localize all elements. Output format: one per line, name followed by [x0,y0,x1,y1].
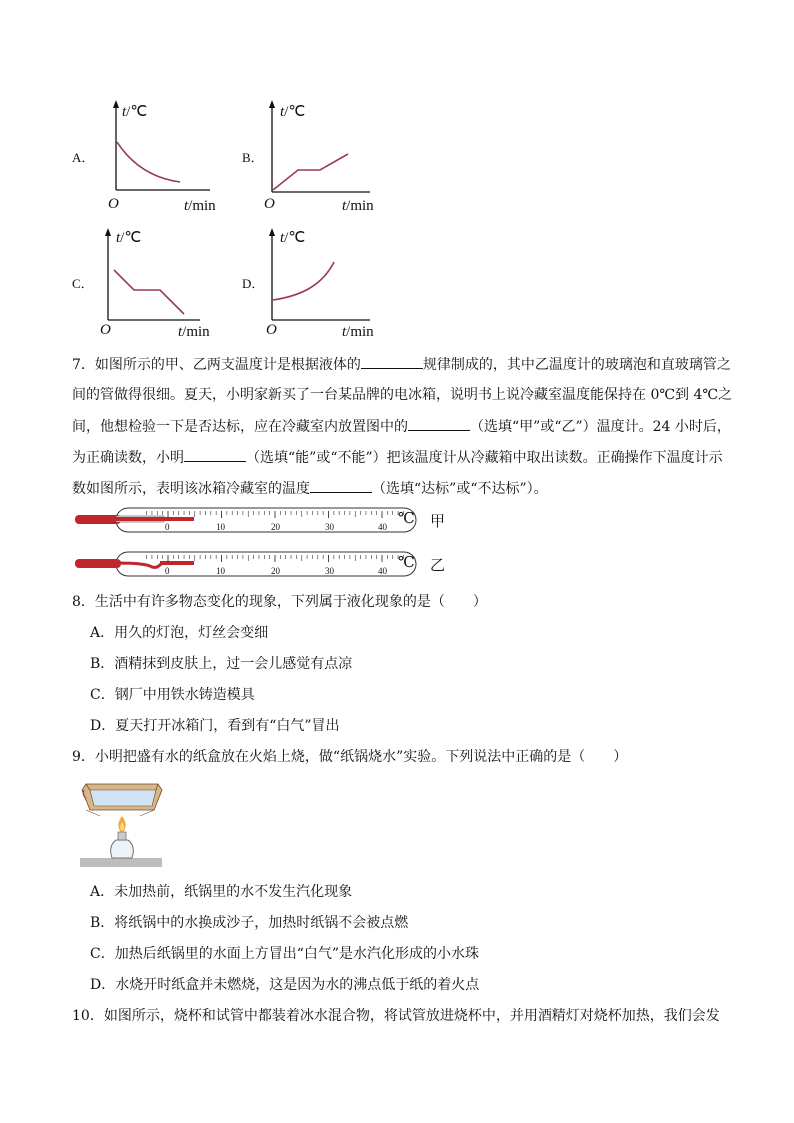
q7-line-3: 间，他想检验一下是否达标，应在冷藏室内放置图中的 （选填“甲”或“乙”）温度计。24 小时后， [72,416,731,437]
curve-d [273,262,334,300]
origin-label: O [108,196,119,212]
thermometer-jia [72,506,452,536]
tick-label: 30 [325,566,334,576]
origin-label: O [264,196,275,212]
q8-option-b: B．酒精抹到皮肤上，过一会儿感觉有点凉 [90,656,353,672]
option-letter: A． [72,150,95,165]
option-letter: B． [242,150,264,165]
y-axis-label: t/℃ [280,104,306,120]
q10-stem: 10．如图所示，烧杯和试管中都装着冰水混合物，将试管放进烧杯中，并用酒精灯对烧杯加热，我们会发 [72,1008,720,1024]
q8-option-a: A．用久的灯泡，灯丝会变细 [90,625,269,641]
q9-option-a: A．未加热前，纸锅里的水不发生汽化现象 [90,884,353,900]
q7-line-5: 数如图所示，表明该冰箱冷藏室的温度 （选填“达标”或“不达标”）。 [72,478,548,499]
q9-option-d: D．水烧开时纸盒并未燃烧，这是因为水的沸点低于纸的着火点 [90,977,480,993]
q9-option-b: B．将纸锅中的水换成沙子，加热时纸锅不会被点燃 [90,915,409,931]
tick-label: 0 [165,566,170,576]
y-axis-label: t/℃ [116,230,142,246]
answer-blank [408,416,470,431]
graph-option-c [70,226,230,346]
paper-pot-illustration [80,776,164,870]
graph-option-d [240,226,400,346]
tick-label: 0 [165,522,170,532]
curve-b [273,154,348,190]
option-letter: C． [72,276,94,291]
q9-stem: 9．小明把盛有水的纸盒放在火焰上烧，做“纸锅烧水”实验。下列说法中正确的是（ ） [72,749,628,765]
thermometer-name: 甲 [430,512,446,530]
x-axis-label: t/min [184,198,216,214]
tick-label: 30 [325,522,334,532]
x-axis-label: t/min [342,198,374,214]
tick-label: 20 [271,522,280,532]
thermometer-name: 乙 [430,556,446,574]
q7-line-1: 7．如图所示的甲、乙两支温度计是根据液体的 规律制成的，其中乙温度计的玻璃泡和直玻璃管之 [72,354,731,375]
curve-c [114,270,184,314]
thermometer-yi [72,550,452,580]
origin-label: O [100,322,111,338]
thermometer-unit: ℃ [398,509,415,527]
answer-blank [184,447,246,462]
q8-stem: 8．生活中有许多物态变化的现象，下列属于液化现象的是（ ） [72,594,487,610]
graph-option-a [70,100,230,220]
y-axis-label: t/℃ [122,104,148,120]
thermometer-unit: ℃ [398,553,415,571]
graph-option-b [240,100,400,220]
x-axis-label: t/min [178,324,210,340]
x-axis-label: t/min [342,324,374,340]
q8-option-c: C．钢厂中用铁水铸造模具 [90,687,255,703]
tick-label: 40 [378,522,387,532]
option-letter: D． [242,276,265,291]
tick-label: 10 [216,522,225,532]
q7-line-2: 间的管做得很细。夏天，小明家新买了一台某品牌的电冰箱，说明书上说冷藏室温度能保持在 0℃到 4℃之 [72,387,733,403]
y-axis-label: t/℃ [280,230,306,246]
answer-blank [361,354,423,369]
q7-line-4: 为正确读数，小明 （选填“能”或“不能”）把该温度计从冷藏箱中取出读数。正确操作下温度计示 [72,447,723,468]
q9-option-c: C．加热后纸锅里的水面上方冒出“白气”是水汽化形成的小水珠 [90,946,480,962]
curve-a [117,142,180,182]
origin-label: O [266,322,277,338]
q8-option-d: D．夏天打开冰箱门，看到有“白气”冒出 [90,718,340,734]
tick-label: 20 [271,566,280,576]
tick-label: 10 [216,566,225,576]
tick-label: 40 [378,566,387,576]
answer-blank [310,478,372,493]
